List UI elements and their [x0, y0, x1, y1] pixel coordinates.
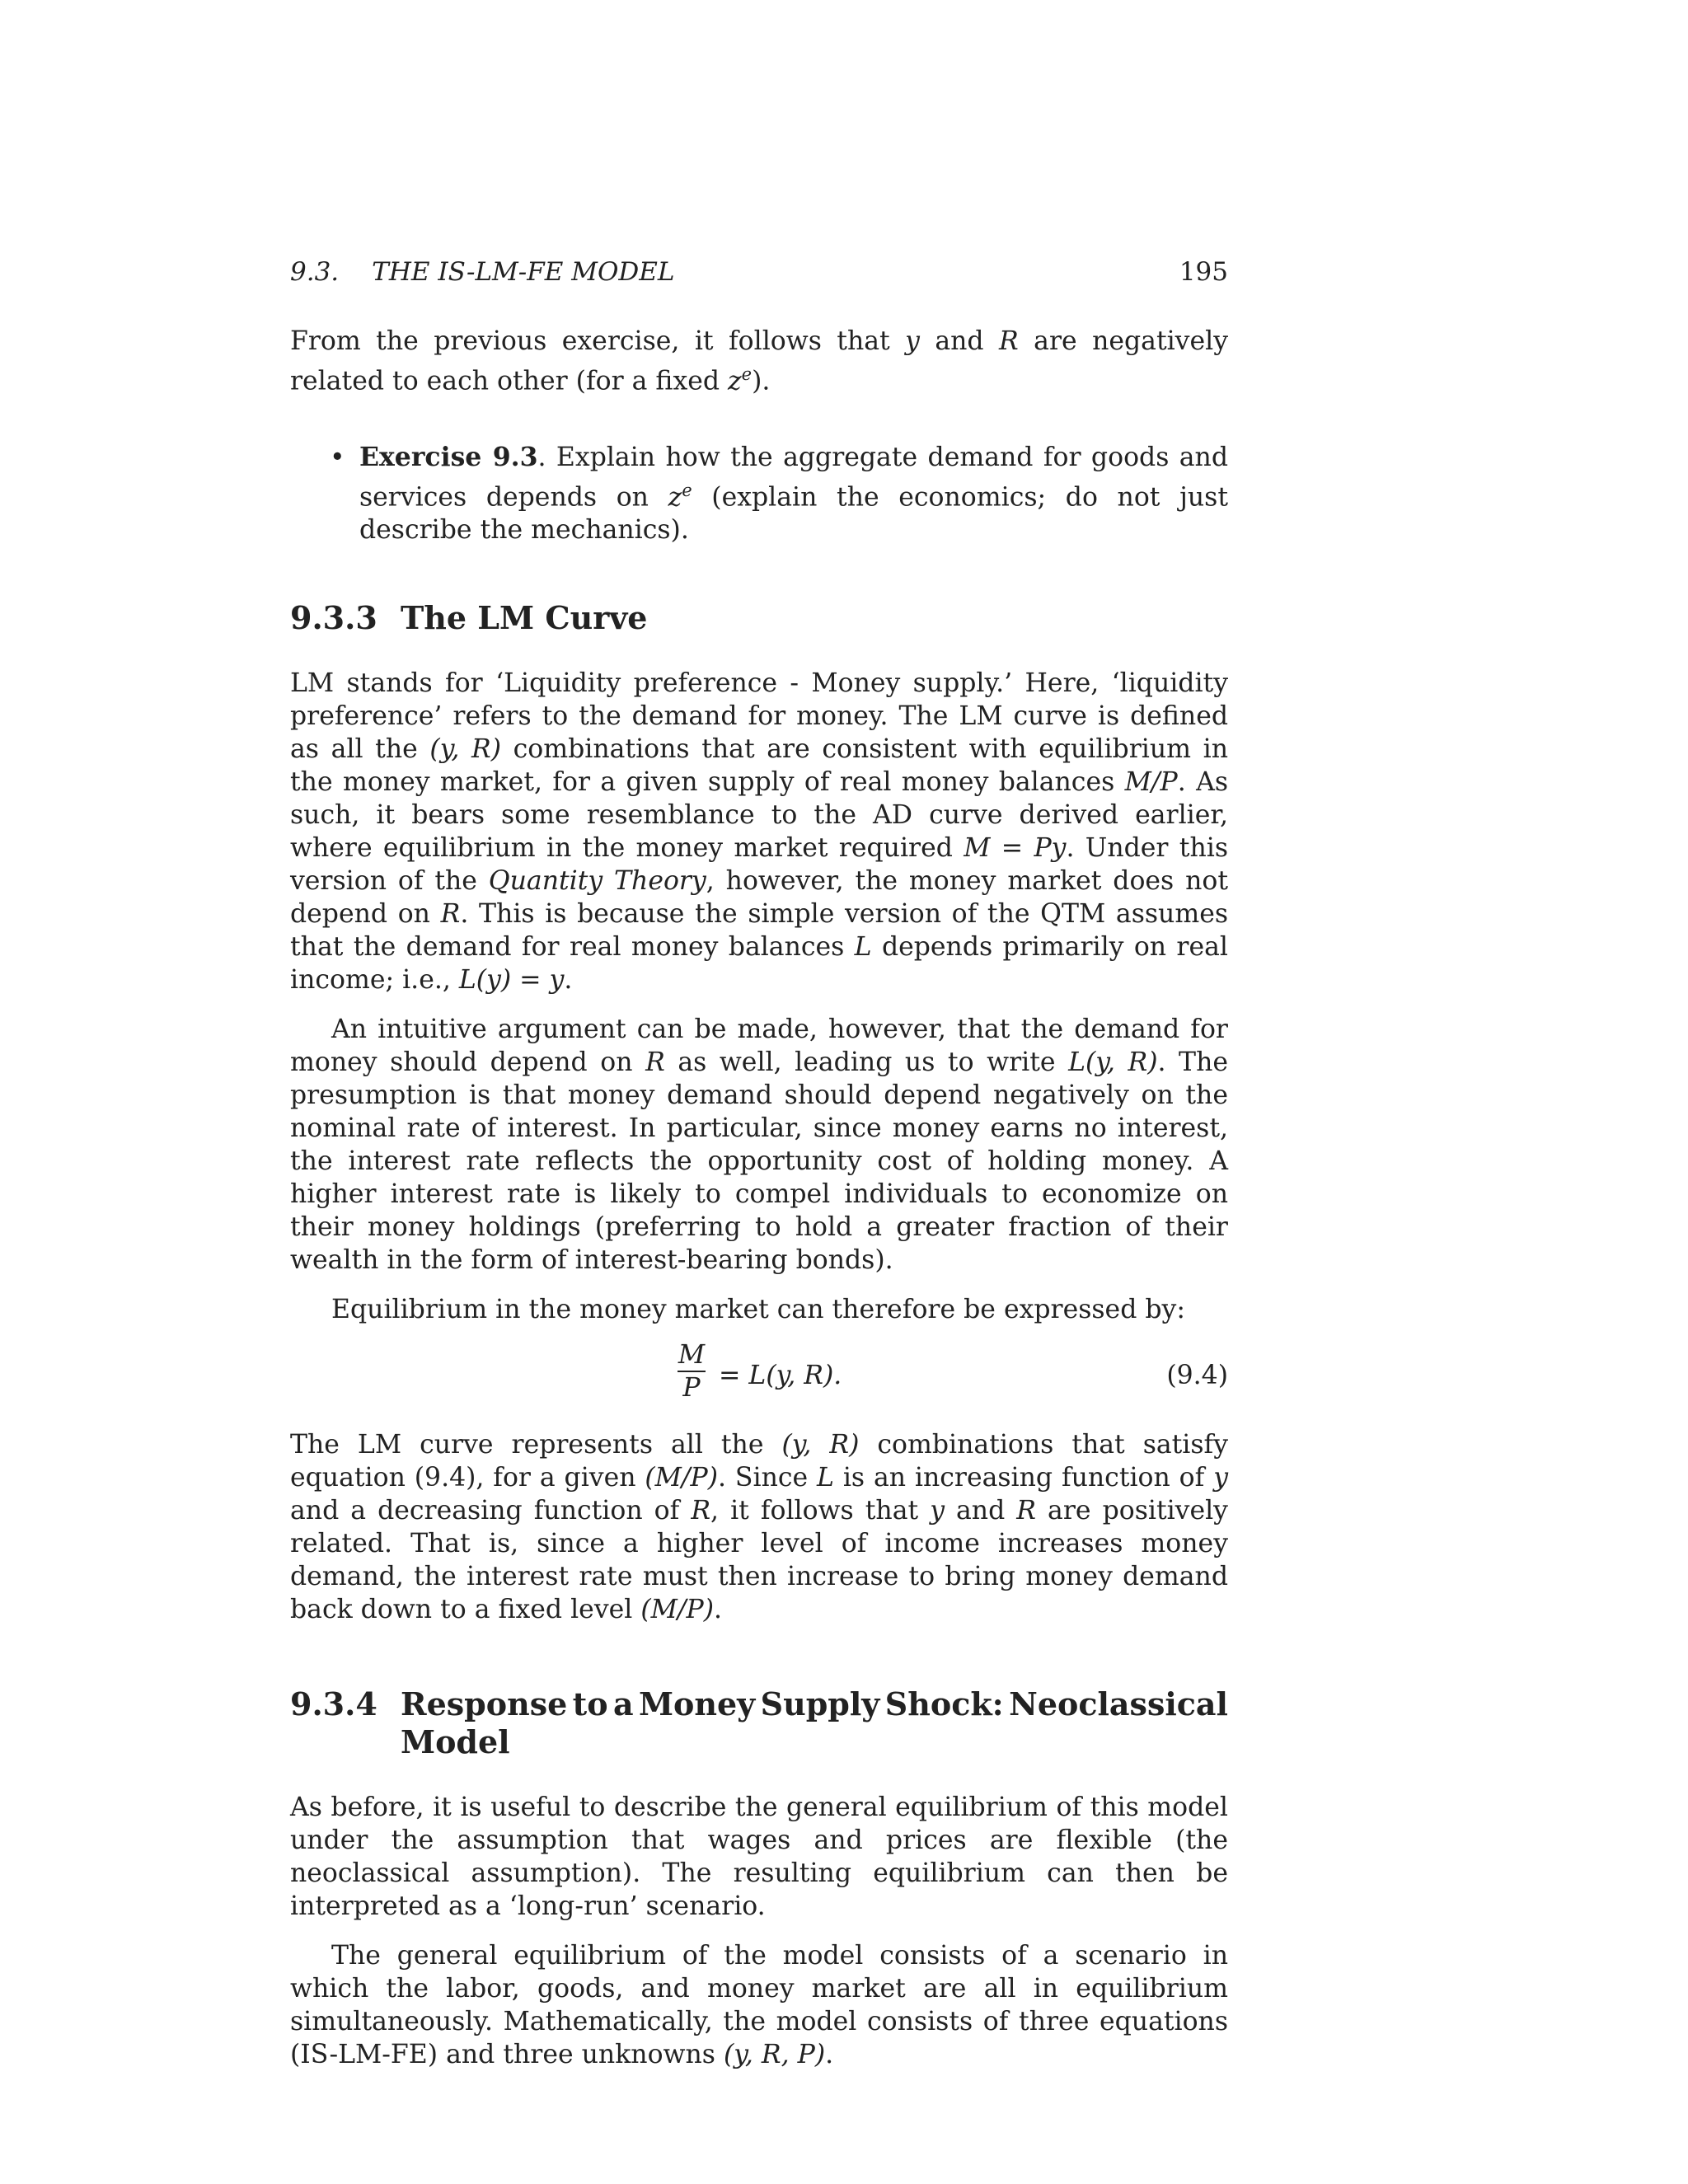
lm-paragraph-2: An intuitive argument can be made, however, that the demand for money should depend on R as well, leading us to write L(y, R). The presumption is that money demand should depend negatively on the nominal rate of interest. In particular, since money earns no interest, the interest rate reflects the opportunity cost of holding money. A higher interest rate is likely to compel individuals to economize on their money holdings (preferring to hold a greater fraction of their wealth in the form of interest-bearing bonds).	[290, 1015, 1228, 1275]
bullet-icon: •	[330, 442, 345, 472]
equation-9-4	[290, 1339, 1228, 1413]
document-page	[290, 255, 1228, 2071]
intro-paragraph: From the previous exercise, it follows that y and R are negatively related to each other (for a fixed $z^e$).	[290, 326, 1228, 396]
neoclassical-paragraph-1: As before, it is useful to describe the general equilibrium of this model under the assumption that wages and prices are flexible (the neoclassical assumption). The resulting equilibrium can then be interpreted as a ‘long-run’ scenario.	[290, 1793, 1228, 1921]
page-number: 195	[1179, 257, 1228, 287]
exercise-label: Exercise 9.3	[359, 441, 538, 472]
heading-title-line-1: Response to a Money Supply Shock: Neoclassical	[401, 1685, 1228, 1722]
heading-number: 9.3.4	[290, 1685, 377, 1722]
section-title: THE IS-LM-FE MODEL	[372, 257, 675, 287]
heading-title: The LM Curve	[401, 599, 648, 636]
equation-fraction	[678, 1339, 706, 1404]
lm-paragraph-1: LM stands for ‘Liquidity preference - Money supply.’ Here, ‘liquidity preference’ refers to the demand for money. The LM curve is defined as all the (y, R) combinations that are consistent with equilibrium in the money market, for a given supply of real money balances M/P. As such, it bears some resemblance to the AD curve derived earlier, where equilibrium in the money market required M = Py. Under this version of the Quantity Theory, however, the money market does not depend on R. This is because the simple version of the QTM assumes that the demand for real money balances L depends primarily on real income; i.e., L(y) = y.	[290, 668, 1229, 995]
equation-rhs: = L(y, R).	[719, 1361, 842, 1390]
section-number: 9.3.	[290, 257, 340, 287]
heading-title-line-2: Model	[401, 1723, 510, 1760]
running-header-section	[290, 255, 674, 288]
lm-paragraph-4: The LM curve represents all the (y, R) combinations that satisfy equation (9.4), for a given (M/P). Since L is an increasing function of y and a decreasing function of R, it follows that y and R are positively related. That is, since a higher level of income increases money demand, the interest rate must then increase to bring money demand back down to a fixed level (M/P).	[290, 1430, 1228, 1624]
heading-title	[401, 1685, 1228, 1761]
neoclassical-paragraph-2: The general equilibrium of the model consists of a scenario in which the labor, goods, and money market are all in equilibrium simultaneously. Mathematically, the model consists of three equations (IS-LM-FE) and three unknowns (y, R, P).	[290, 1941, 1228, 2069]
running-header	[290, 255, 1228, 288]
exercise-item	[290, 441, 1228, 547]
equation-label: (9.4)	[1166, 1361, 1228, 1390]
fraction-denominator: P	[682, 1373, 701, 1403]
heading-number: 9.3.3	[290, 599, 377, 636]
section-heading-9-3-4	[290, 1685, 1228, 1761]
lm-paragraph-3: Equilibrium in the money market can therefore be expressed by:	[331, 1295, 1185, 1324]
fraction-numerator: M	[678, 1340, 706, 1370]
section-heading-9-3-3	[290, 599, 1228, 637]
exercise-text: Exercise 9.3. Explain how the aggregate demand for goods and services depends on $z^e$ (explain the economics; do not just describe the mechanics).	[359, 441, 1228, 545]
